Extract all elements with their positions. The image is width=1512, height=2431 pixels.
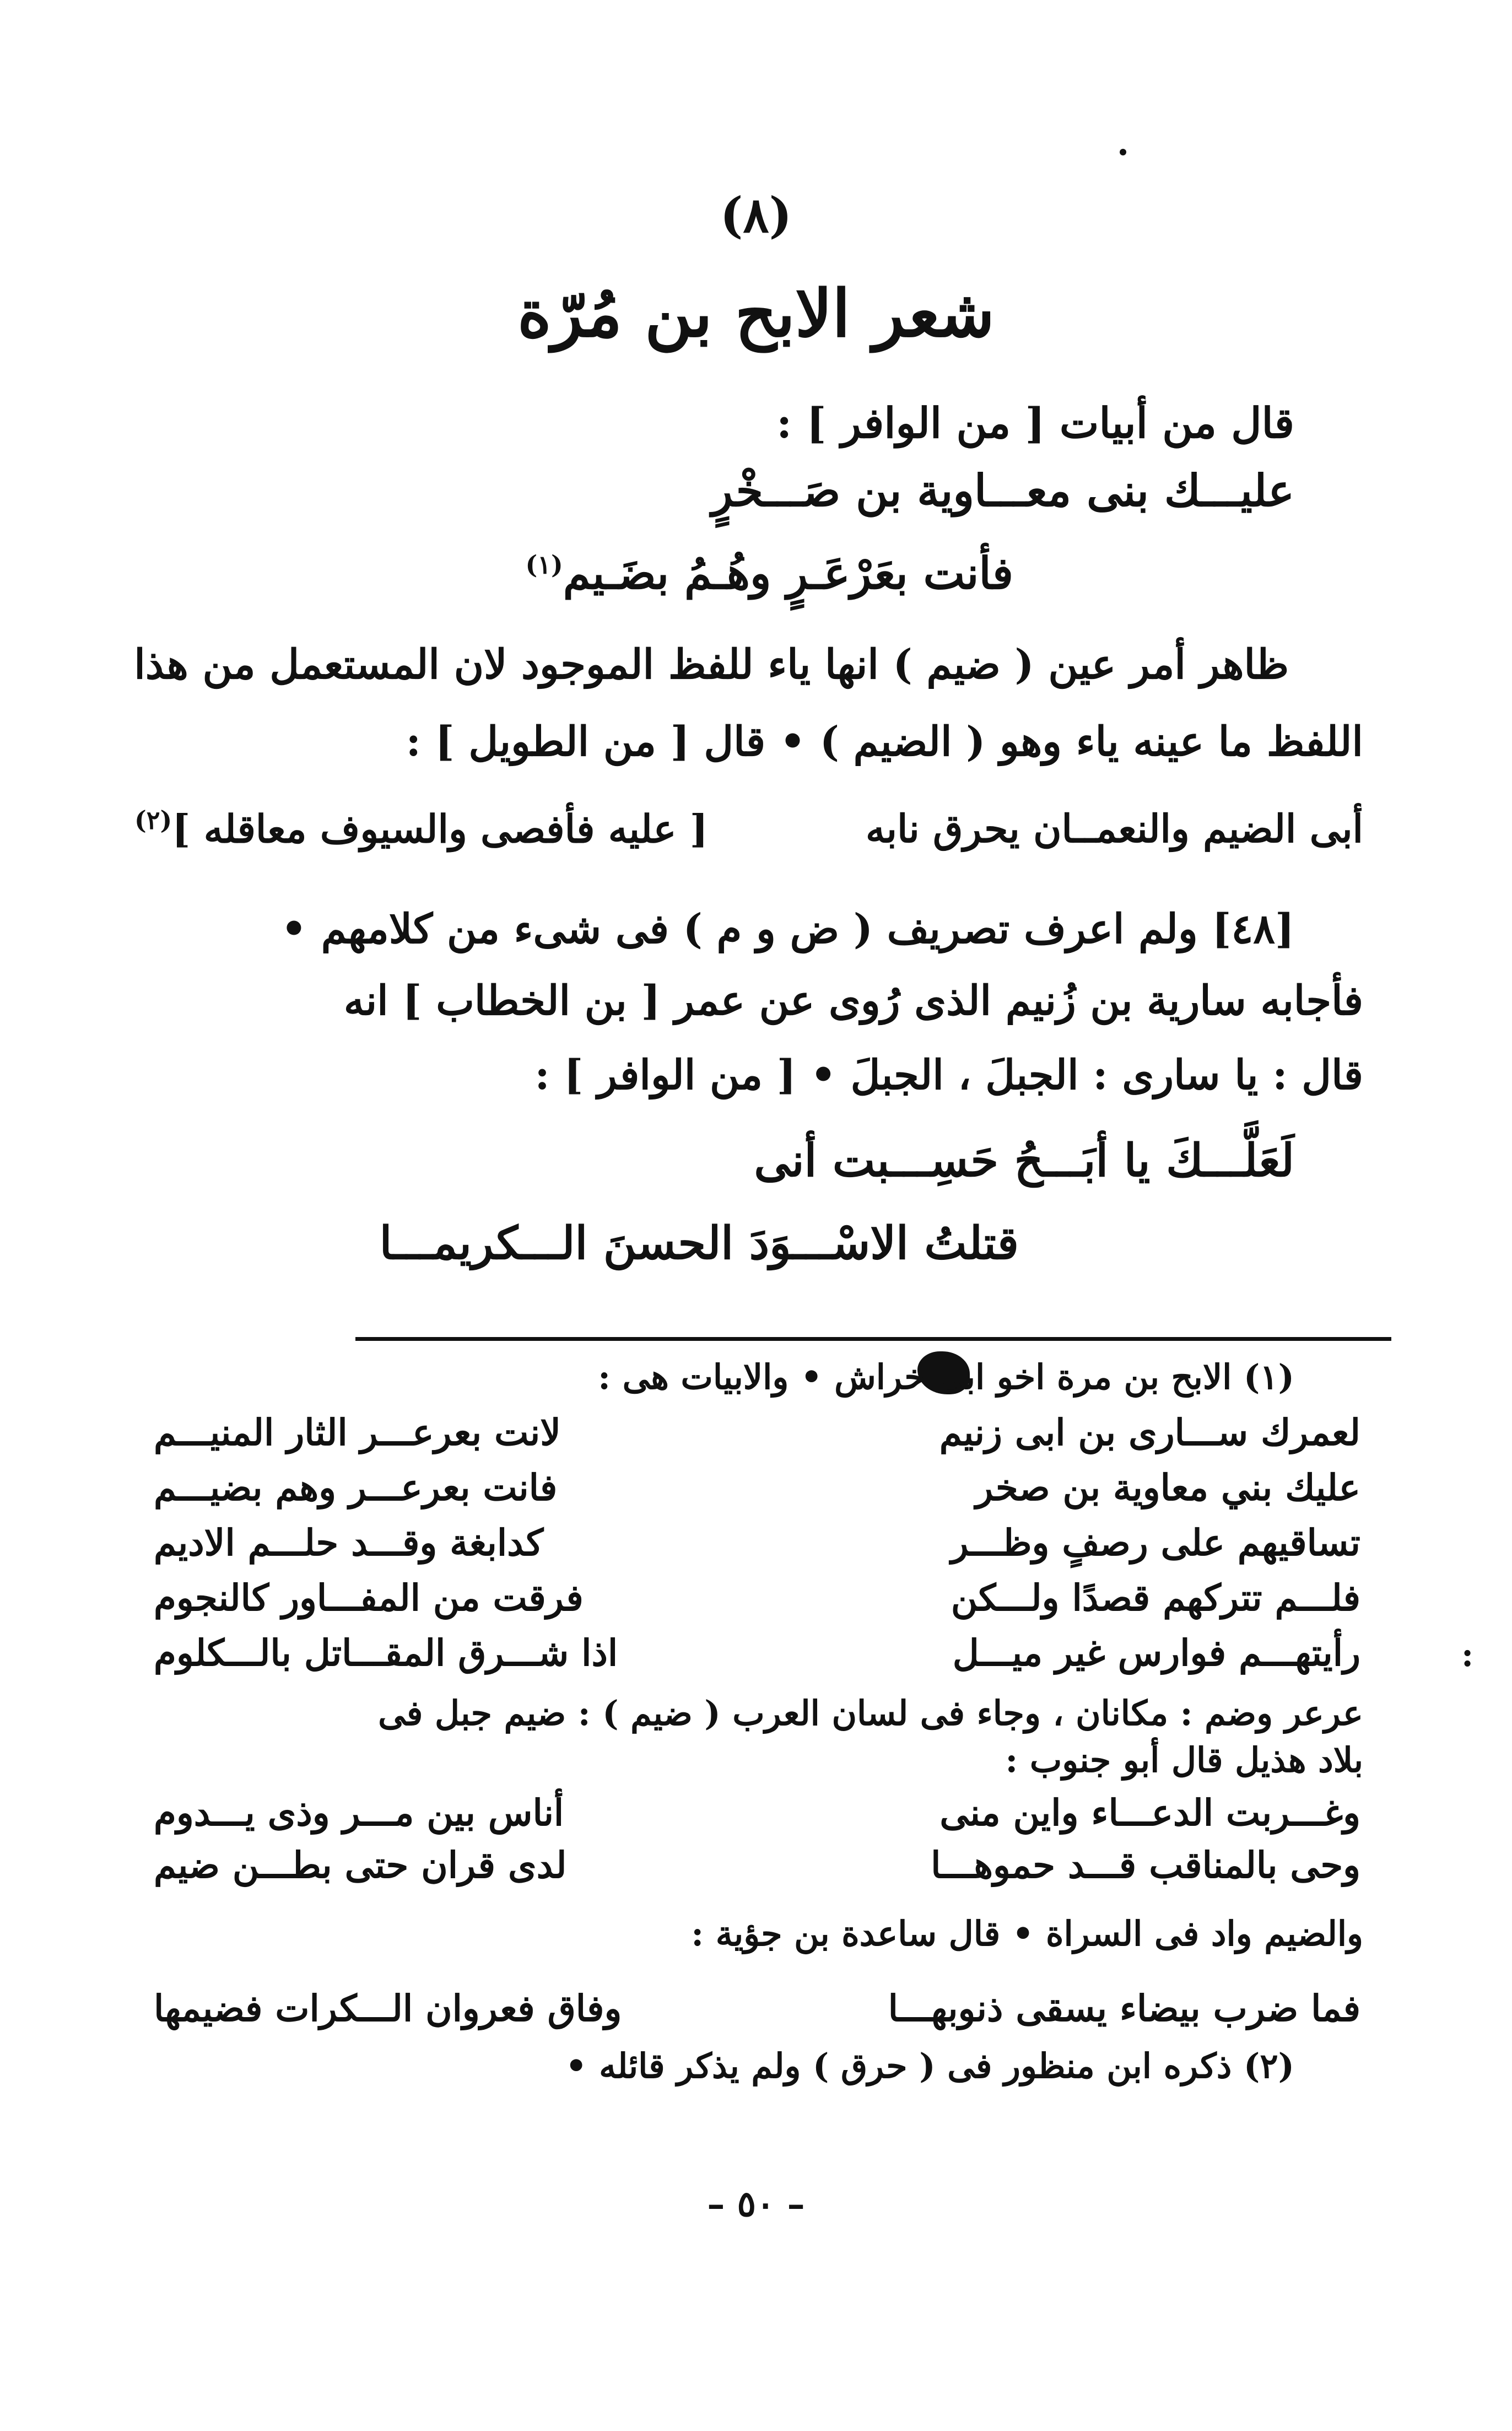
footnote-verse: رأيتهـــم فوارس غير ميـــل اذا شـــرق المقـــاتل بالـــكلوم <box>154 1631 1360 1674</box>
footnote-ref-1: (١) <box>525 549 563 580</box>
section-number: (٨) <box>720 186 792 244</box>
commentary-line-4: فأجابه سارية بن زُنيم الذى رُوى عن عمر [ بن الخطاب ] انه <box>343 977 1363 1025</box>
intro-line: قال من أبيات [ من الوافر ] : <box>776 398 1294 448</box>
commentary-line-5: قال : يا سارى : الجبلَ ، الجبلَ • [ من الوافر ] : <box>534 1052 1363 1099</box>
verse1-second-text: فأنت بعَرْعَـرٍ وهُـمُ بضَـيم <box>563 547 1013 599</box>
verse3-second-hemistich: قتلتُ الاسْـــوَدَ الحسنَ الـــكريمـــا <box>379 1217 1019 1270</box>
verse1-second-hemistich <box>525 546 1013 601</box>
footnote-1-note-1: عرعر وضم : مكانان ، وجاء فى لسان العرب ( ضيم ) : ضيم جبل فى <box>378 1693 1363 1733</box>
page-title: شعر الابح بن مُرّة <box>517 275 995 352</box>
footnote-verse: تساقيهم على رصفٍ وظـــر كدابغة وقـــد حلـــم الاديم <box>154 1521 1360 1564</box>
footnote-verse: فلـــم تتركهم قصدًا ولـــكن فرقت من المفـــاور كالنجوم <box>154 1576 1360 1619</box>
footnote-ref-2: (٢) <box>134 805 172 835</box>
verse1-first-hemistich: عليـــك بنى معـــاوية بن صَـــخْرٍ <box>711 465 1294 516</box>
verse3-first-hemistich: لَعَلَّـــكَ يا أبَـــحُ حَسِـــبت أنى <box>754 1134 1294 1187</box>
verse2 <box>134 805 1363 853</box>
footnote-verse: فما ضرب بيضاء يسقى ذنوبهـــا وفاق فعروان الـــكرات فضيمها <box>154 1987 1360 2030</box>
footnote-1-heading: (١) الابح بن مرة اخو ابى خراش • والابيات هى : <box>598 1357 1294 1397</box>
verse2-first-hemistich: أبى الضيم والنعمــان يحرق نابه <box>865 806 1363 851</box>
footnote-verse: لعمرك ســـارى بن ابى زنيم لانت بعرعـــر الثار المنيـــم <box>154 1411 1360 1454</box>
commentary-line-2: اللفظ ما عينه ياء وهو ( الضيم ) • قال [ من الطويل ] : <box>406 718 1363 766</box>
commentary-line-3: [٤٨] ولم اعرف تصريف ( ض و م ) فى شىء من كلامهم • <box>280 905 1294 953</box>
footnote-1-note-3: والضيم واد فى السراة • قال ساعدة بن جؤية : <box>691 1913 1363 1954</box>
page-number: – ٥٠ – <box>707 2184 805 2225</box>
footnote-1-note-2: بلاد هذيل قال أبو جنوب : <box>1005 1740 1363 1780</box>
footnote-verse: وغـــربت الدعـــاء واين منى أناس بين مـــر وذى يـــدوم <box>154 1791 1360 1834</box>
footnote-verse: عليك بني معاوية بن صخر فانت بعرعـــر وهم بضيـــم <box>154 1466 1360 1509</box>
footnote-verse: وحى بالمناقب قـــد حموهـــا لدى قران حتى بطـــن ضيم <box>154 1844 1360 1886</box>
footnote-2: (٢) ذكره ابن منظور فى ( حرق ) ولم يذكر قائله • <box>565 2046 1294 2086</box>
verse2-second-hemistich: [ عليه فأفصى والسيوف معاقله ]$^{(٢)}$ <box>134 805 708 852</box>
margin-mark: : <box>1461 1636 1474 1674</box>
speck-mark <box>1120 149 1126 155</box>
footnote-separator <box>355 1337 1391 1341</box>
commentary-line-1: ظاهر أمر عين ( ضيم ) انها ياء للفظ الموجود لان المستعمل من هذا <box>134 641 1289 688</box>
